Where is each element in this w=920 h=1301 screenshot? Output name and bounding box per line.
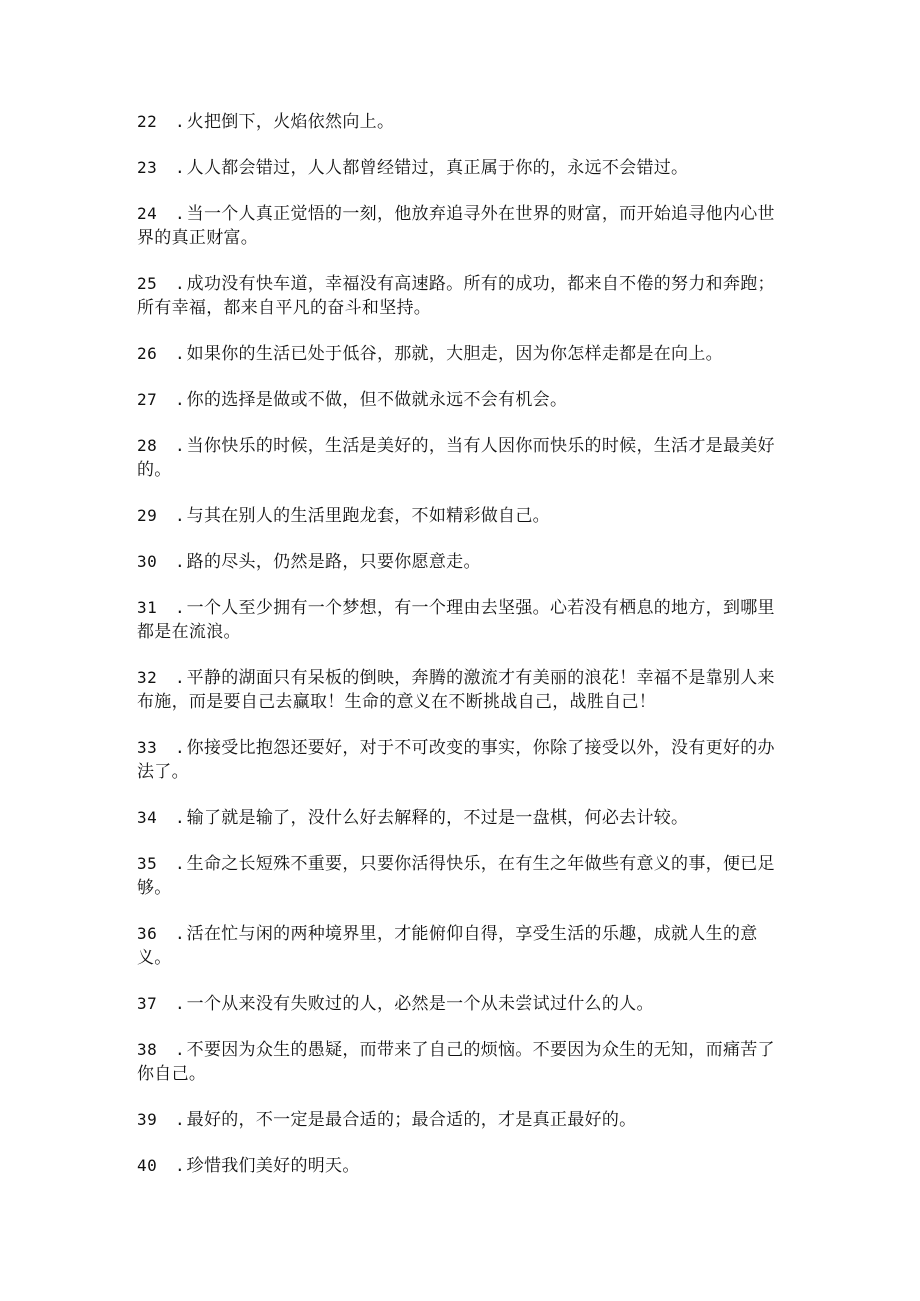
item-separator: .	[175, 1040, 185, 1059]
item-text: 平静的湖面只有呆板的倒映，奔腾的激流才有美丽的浪花！幸福不是靠别人来布施，而是要自己去赢取！生命的意义在不断挑战自己，战胜自己！	[137, 668, 775, 712]
list-item	[137, 504, 777, 528]
item-separator: .	[175, 112, 185, 131]
item-separator: .	[175, 738, 185, 757]
list-item	[137, 156, 777, 180]
list-item	[137, 388, 777, 412]
item-text: 与其在别人的生活里跑龙套，不如精彩做自己。	[186, 506, 550, 526]
item-number: 33	[137, 738, 158, 757]
item-text: 火把倒下，火焰依然向上。	[186, 112, 395, 132]
item-separator: .	[175, 274, 185, 293]
list-item	[137, 596, 777, 644]
item-number: 24	[137, 204, 158, 223]
list-item	[137, 202, 777, 250]
list-item	[137, 1108, 777, 1132]
item-text: 路的尽头，仍然是路，只要你愿意走。	[186, 552, 481, 572]
item-separator: .	[175, 506, 185, 525]
item-separator: .	[175, 552, 185, 571]
item-text: 人人都会错过，人人都曾经错过，真正属于你的，永远不会错过。	[186, 158, 689, 178]
item-number: 28	[137, 436, 158, 455]
item-text: 当你快乐的时候，生活是美好的，当有人因你而快乐的时候，生活才是最美好的。	[137, 436, 775, 480]
list-item	[137, 806, 777, 830]
item-separator: .	[175, 924, 185, 943]
item-separator: .	[175, 344, 185, 363]
item-separator: .	[175, 1156, 185, 1175]
item-separator: .	[175, 668, 185, 687]
item-text: 珍惜我们美好的明天。	[186, 1156, 360, 1176]
item-text: 当一个人真正觉悟的一刻，他放弃追寻外在世界的财富，而开始追寻他内心世界的真正财富。	[137, 204, 775, 248]
item-number: 36	[137, 924, 158, 943]
item-number: 37	[137, 994, 158, 1013]
list-item	[137, 1038, 777, 1086]
item-number: 40	[137, 1156, 158, 1175]
item-number: 32	[137, 668, 158, 687]
item-number: 30	[137, 552, 158, 571]
item-text: 生命之长短殊不重要，只要你活得快乐，在有生之年做些有意义的事，便已足够。	[137, 854, 775, 898]
list-item	[137, 922, 777, 970]
item-text: 成功没有快车道，幸福没有高速路。所有的成功，都来自不倦的努力和奔跑；所有幸福，都来自平凡的奋斗和坚持。	[137, 274, 775, 318]
item-separator: .	[175, 204, 185, 223]
item-separator: .	[175, 854, 185, 873]
item-text: 你接受比抱怨还要好，对于不可改变的事实，你除了接受以外，没有更好的办法了。	[137, 738, 775, 782]
item-text: 不要因为众生的愚疑，而带来了自己的烦恼。不要因为众生的无知，而痛苦了你自己。	[137, 1040, 775, 1084]
item-separator: .	[175, 1110, 185, 1129]
item-text: 最好的，不一定是最合适的；最合适的，才是真正最好的。	[186, 1110, 637, 1130]
list-item	[137, 992, 777, 1016]
list-item	[137, 110, 777, 134]
list-item	[137, 272, 777, 320]
item-separator: .	[175, 158, 185, 177]
item-number: 29	[137, 506, 158, 525]
item-number: 34	[137, 808, 158, 827]
list-item	[137, 550, 777, 574]
item-number: 39	[137, 1110, 158, 1129]
list-item	[137, 342, 777, 366]
item-number: 23	[137, 158, 158, 177]
item-text: 一个从来没有失败过的人，必然是一个从未尝试过什么的人。	[186, 994, 654, 1014]
item-number: 38	[137, 1040, 158, 1059]
list-item	[137, 434, 777, 482]
item-number: 26	[137, 344, 158, 363]
item-text: 一个人至少拥有一个梦想，有一个理由去坚强。心若没有栖息的地方，到哪里都是在流浪。	[137, 598, 775, 642]
item-separator: .	[175, 808, 185, 827]
item-text: 如果你的生活已处于低谷，那就，大胆走，因为你怎样走都是在向上。	[186, 344, 723, 364]
item-separator: .	[175, 436, 185, 455]
item-number: 35	[137, 854, 158, 873]
item-text: 输了就是输了，没什么好去解释的，不过是一盘棋，何必去计较。	[186, 808, 689, 828]
item-separator: .	[175, 598, 185, 617]
item-separator: .	[175, 994, 185, 1013]
list-item	[137, 666, 777, 714]
item-number: 27	[137, 390, 158, 409]
quote-list	[137, 110, 777, 1200]
list-item	[137, 852, 777, 900]
item-number: 25	[137, 274, 158, 293]
item-number: 22	[137, 112, 158, 131]
item-text: 你的选择是做或不做，但不做就永远不会有机会。	[186, 390, 568, 410]
list-item	[137, 736, 777, 784]
list-item	[137, 1154, 777, 1178]
item-separator: .	[175, 390, 185, 409]
item-number: 31	[137, 598, 158, 617]
item-text: 活在忙与闲的两种境界里，才能俯仰自得，享受生活的乐趣，成就人生的意义。	[137, 924, 758, 968]
